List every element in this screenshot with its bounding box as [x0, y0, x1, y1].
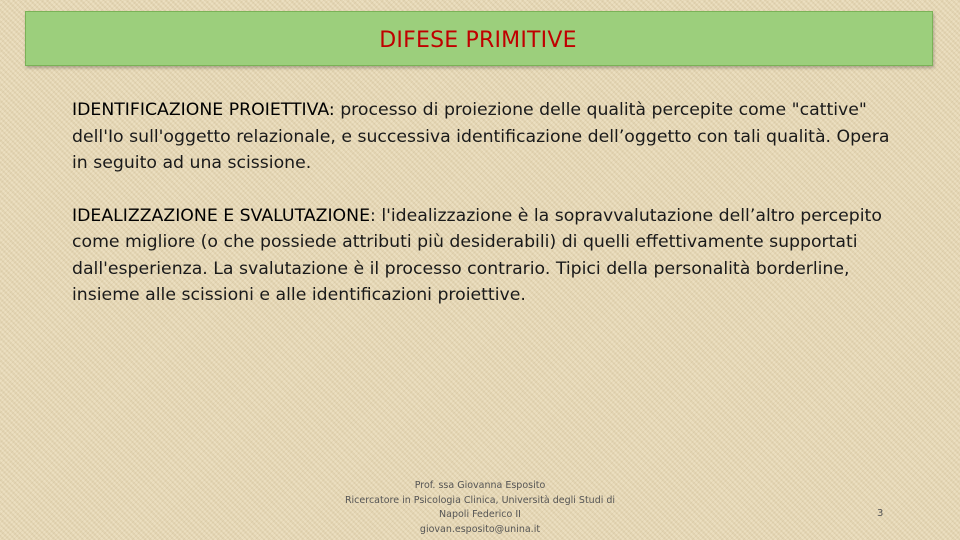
- term-identificazione-proiettiva: IDENTIFICAZIONE PROIETTIVA:: [72, 100, 335, 120]
- footer-email[interactable]: giovan.esposito@unina.it: [419, 523, 541, 535]
- page-number: 3: [877, 508, 884, 519]
- definition-idealizzazione-svalutazione: : l'idealizzazione è la sopravvalutazione dell’altro percepito come migliore (o che possiede attributi più desiderabili) di quelli effettivamente supportati dall'esperienza. La svalutazione è il processo contrario. Tipici della personalità borderline, insieme alle scissioni e alle identificazioni proiettive.: [72, 205, 882, 305]
- slide-title: DIFESE PRIMITIVE: [379, 28, 577, 53]
- paragraph-identificazione-proiettiva: [72, 97, 902, 177]
- title-bar: [25, 11, 933, 66]
- paragraph-idealizzazione-svalutazione: [72, 203, 902, 309]
- footer-university: Napoli Federico II: [439, 509, 521, 520]
- definition-identificazione-proiettiva: processo di proiezione delle qualità percepite come "cattive" dell'Io sull'oggetto relazionale, e successiva identificazione dell’oggetto con tali qualità. Opera in seguito ad una scissione.: [72, 100, 890, 173]
- footer-author: Prof. ssa Giovanna Esposito: [414, 480, 546, 491]
- footer-credits: [330, 479, 630, 537]
- slide-content: [72, 97, 902, 309]
- footer-affiliation: Ricercatore in Psicologia Clinica, Università degli Studi di: [344, 494, 616, 506]
- term-idealizzazione-svalutazione: IDEALIZZAZIONE E SVALUTAZIONE: [72, 205, 370, 226]
